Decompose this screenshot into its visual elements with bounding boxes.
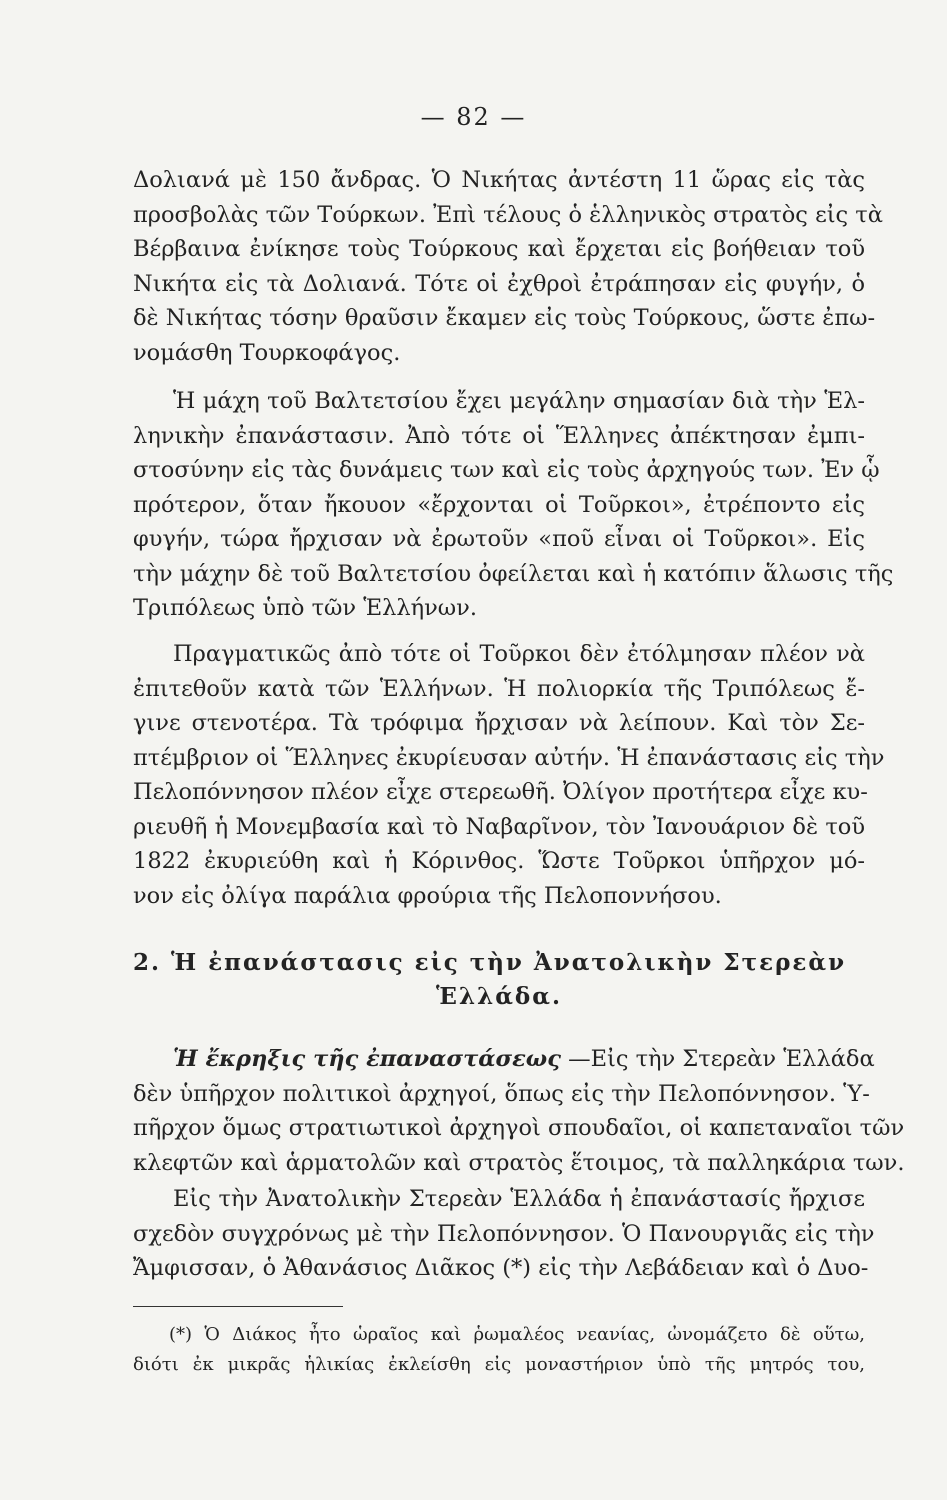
text-line: νον εἰς ὀλίγα παράλια φρούρια τῆς Πελοποννήσου.	[133, 882, 722, 909]
paragraph-2	[133, 384, 894, 626]
text-line: Εἰς τὴν Ἀνατολικὴν Στερεὰν Ἑλλάδα ἡ ἐπανάστασίς ἤρχισε	[173, 1186, 865, 1212]
footnote	[133, 1320, 865, 1380]
text-line: Ἄμφισσαν, ὁ Ἀθανάσιος Διᾶκος (*) εἰς τὴν Λεβάδειαν καὶ ὁ Δυο-	[133, 1255, 869, 1281]
text-line: σχεδὸν συγχρόνως μὲ τὴν Πελοπόννησον. Ὁ Πανουργιᾶς εἰς τὴν	[133, 1220, 875, 1247]
text-line: προσβολὰς τῶν Τούρκων. Ἐπὶ τέλους ὁ ἑλληνικὸς στρατὸς εἰς τὰ	[133, 201, 883, 228]
subsection-title: Ἡ ἔκρηξις τῆς ἐπαναστάσεως	[173, 1046, 561, 1072]
text-line: 1822 ἐκυριεύθη καὶ ἡ Κόρινθος. Ὥστε Τοῦρκοι ὑπῆρχον μό-	[133, 848, 865, 874]
text-line: πτέμβριον οἱ Ἕλληνες ἐκυρίευσαν αὐτήν. Ἡ ἐπανάστασις εἰς τὴν	[133, 744, 885, 771]
paragraph-5	[133, 1182, 875, 1286]
text-line: Τριπόλεως ὑπὸ τῶν Ἑλλήνων.	[133, 595, 477, 621]
text-line: πῆρχον ὅμως στρατιωτικοὶ ἀρχηγοὶ σπουδαῖοι, οἱ καπεταναῖοι τῶν	[133, 1115, 905, 1141]
text-line: πρότερον, ὅταν ἤκουον «ἔρχονται οἱ Τοῦρκοι», ἐτρέποντο εἰς	[133, 491, 865, 518]
footnote-line: (*) Ὁ Διάκος ἦτο ὡραῖος καὶ ῥωμαλέος νεανίας, ὠνομάζετο δὲ οὕτω,	[169, 1324, 865, 1345]
section-heading-line-1: 2. Ἡ ἐπανάστασις εἰς τὴν Ἀνατολικὴν Στερεὰν	[133, 949, 847, 976]
paragraph-1	[133, 163, 883, 370]
footnote-separator	[133, 1306, 343, 1307]
text-line: Δολιανά μὲ 150 ἄνδρας. Ὁ Νικήτας ἀντέστη 11 ὥρας εἰς τὰς	[133, 167, 865, 193]
page-number: — 82 —	[420, 103, 527, 131]
text-line: δὲν ὑπῆρχον πολιτικοὶ ἀρχηγοί, ὅπως εἰς τὴν Πελοπόννησον. Ὑ-	[133, 1080, 870, 1107]
text-line: κλεφτῶν καὶ ἁρματολῶν καὶ στρατὸς ἕτοιμος, τὰ παλληκάρια των.	[133, 1149, 905, 1176]
text-line: τὴν μάχην δὲ τοῦ Βαλτετσίου ὀφείλεται καὶ ἡ κατόπιν ἅλωσις τῆς	[133, 560, 894, 587]
section-heading-line-2: Ἑλλάδα.	[436, 983, 562, 1010]
text-line: Πραγματικῶς ἀπὸ τότε οἱ Τοῦρκοι δὲν ἐτόλμησαν πλέον νὰ	[173, 641, 865, 667]
text-line: Νικήτα εἰς τὰ Δολιανά. Τότε οἱ ἐχθροὶ ἐτράπησαν εἰς φυγήν, ὁ	[133, 270, 865, 297]
footnote-line: διότι ἐκ μικρᾶς ἡλικίας ἐκλείσθη εἰς μοναστήριον ὑπὸ τῆς μητρός του,	[133, 1354, 865, 1375]
paragraph-3	[133, 637, 885, 913]
text-line: γινε στενοτέρα. Τὰ τρόφιμα ἤρχισαν νὰ λείπουν. Καὶ τὸν Σε-	[133, 710, 865, 736]
paragraph-4	[133, 1042, 905, 1180]
text-line: στοσύνην εἰς τὰς δυνάμεις των καὶ εἰς τοὺς ἀρχηγούς των. Ἐν ᾧ	[133, 457, 880, 483]
text-line: ἐπιτεθοῦν κατὰ τῶν Ἑλλήνων. Ἡ πολιορκία τῆς Τριπόλεως ἔ-	[133, 675, 865, 702]
text-line: Ἡ μάχη τοῦ Βαλτετσίου ἔχει μεγάλην σημασίαν διὰ τὴν Ἑλ-	[173, 388, 865, 414]
text-line: φυγήν, τώρα ἤρχισαν νὰ ἐρωτοῦν «ποῦ εἶναι οἱ Τοῦρκοι». Εἰς	[133, 526, 865, 552]
text-line: ριευθῆ ἡ Μονεμβασία καὶ τὸ Ναβαρῖνον, τὸν Ἰανουάριον δὲ τοῦ	[133, 813, 865, 840]
text-line: ληνικὴν ἐπανάστασιν. Ἀπὸ τότε οἱ Ἕλληνες ἀπέκτησαν ἐμπι-	[133, 422, 865, 449]
text-line	[133, 1042, 875, 1077]
text-line: Βέρβαινα ἐνίκησε τοὺς Τούρκους καὶ ἔρχεται εἰς βοήθειαν τοῦ	[133, 236, 865, 262]
text-line: Πελοπόννησον πλέον εἶχε στερεωθῆ. Ὀλίγον προτήτερα εἶχε κυ-	[133, 779, 868, 805]
text-fragment: —Εἰς τὴν Στερεὰν Ἑλλάδα	[568, 1046, 875, 1072]
text-line: δὲ Νικήτας τόσην θραῦσιν ἔκαμεν εἰς τοὺς Τούρκους, ὥστε ἐπω-	[133, 305, 876, 331]
section-heading	[133, 946, 865, 1014]
text-line: νομάσθη Τουρκοφάγος.	[133, 339, 401, 366]
